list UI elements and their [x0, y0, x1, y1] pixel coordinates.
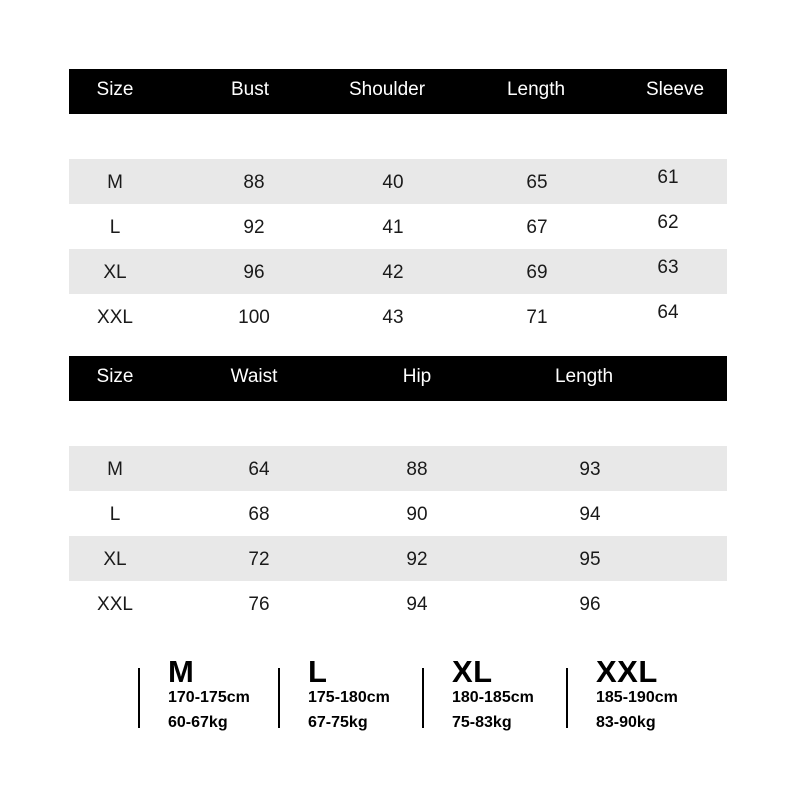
table-row	[69, 159, 727, 204]
cell-length: 93	[579, 459, 601, 480]
top-table-header	[69, 69, 727, 114]
cell-hip: 92	[406, 549, 428, 570]
cell-length: 65	[526, 172, 548, 193]
cell-bust: 96	[243, 262, 265, 283]
fit-weight: 67-75kg	[308, 714, 368, 731]
fit-height: 185-190cm	[596, 689, 678, 706]
cell-shoulder: 42	[382, 262, 404, 283]
cell-hip: 88	[406, 459, 428, 480]
fit-guide-xl	[422, 654, 554, 731]
cell-shoulder: 40	[382, 172, 404, 193]
fit-guide-m	[138, 654, 270, 731]
cell-shoulder: 41	[382, 217, 404, 238]
cell-shoulder: 43	[382, 307, 404, 328]
fit-guide-xxl	[566, 654, 698, 731]
cell-length: 94	[579, 504, 601, 525]
fit-size: XL	[452, 654, 493, 689]
header-shoulder: Shoulder	[348, 79, 426, 100]
cell-sleeve: 63	[657, 257, 679, 278]
cell-waist: 64	[248, 459, 270, 480]
header-bust: Bust	[230, 79, 270, 100]
table-row	[69, 249, 727, 294]
cell-sleeve: 61	[657, 167, 679, 188]
cell-length: 69	[526, 262, 548, 283]
fit-size: XXL	[596, 654, 658, 689]
table-row	[69, 294, 727, 339]
cell-size: L	[109, 217, 121, 238]
bottom-table-header	[69, 356, 727, 401]
cell-length: 71	[526, 307, 548, 328]
cell-size: L	[109, 504, 121, 525]
table-row	[69, 491, 727, 536]
cell-size: M	[107, 459, 123, 480]
cell-bust: 100	[238, 307, 270, 328]
fit-weight: 60-67kg	[168, 714, 228, 731]
cell-length: 67	[526, 217, 548, 238]
table-row	[69, 204, 727, 249]
fit-height: 180-185cm	[452, 689, 534, 706]
cell-hip: 90	[406, 504, 428, 525]
cell-sleeve: 62	[657, 212, 679, 233]
fit-weight: 75-83kg	[452, 714, 512, 731]
header-size: Size	[96, 366, 134, 387]
fit-height: 175-180cm	[308, 689, 390, 706]
cell-waist: 68	[248, 504, 270, 525]
cell-size: XXL	[97, 307, 133, 328]
fit-height: 170-175cm	[168, 689, 250, 706]
cell-size: XL	[103, 549, 127, 570]
header-waist: Waist	[230, 366, 278, 387]
cell-size: M	[107, 172, 123, 193]
fit-size: M	[168, 654, 195, 689]
header-hip: Hip	[402, 366, 432, 387]
cell-size: XL	[103, 262, 127, 283]
header-length: Length	[506, 79, 566, 100]
cell-bust: 92	[243, 217, 265, 238]
table-row	[69, 536, 727, 581]
header-sleeve: Sleeve	[645, 79, 705, 100]
cell-length: 95	[579, 549, 601, 570]
cell-length: 96	[579, 594, 601, 615]
fit-size: L	[308, 654, 328, 689]
header-length: Length	[554, 366, 614, 387]
cell-sleeve: 64	[657, 302, 679, 323]
cell-bust: 88	[243, 172, 265, 193]
cell-hip: 94	[406, 594, 428, 615]
cell-waist: 72	[248, 549, 270, 570]
header-size: Size	[96, 79, 134, 100]
fit-guide-l	[278, 654, 410, 731]
cell-waist: 76	[248, 594, 270, 615]
table-row	[69, 446, 727, 491]
fit-weight: 83-90kg	[596, 714, 656, 731]
cell-size: XXL	[97, 594, 133, 615]
table-row	[69, 581, 727, 626]
